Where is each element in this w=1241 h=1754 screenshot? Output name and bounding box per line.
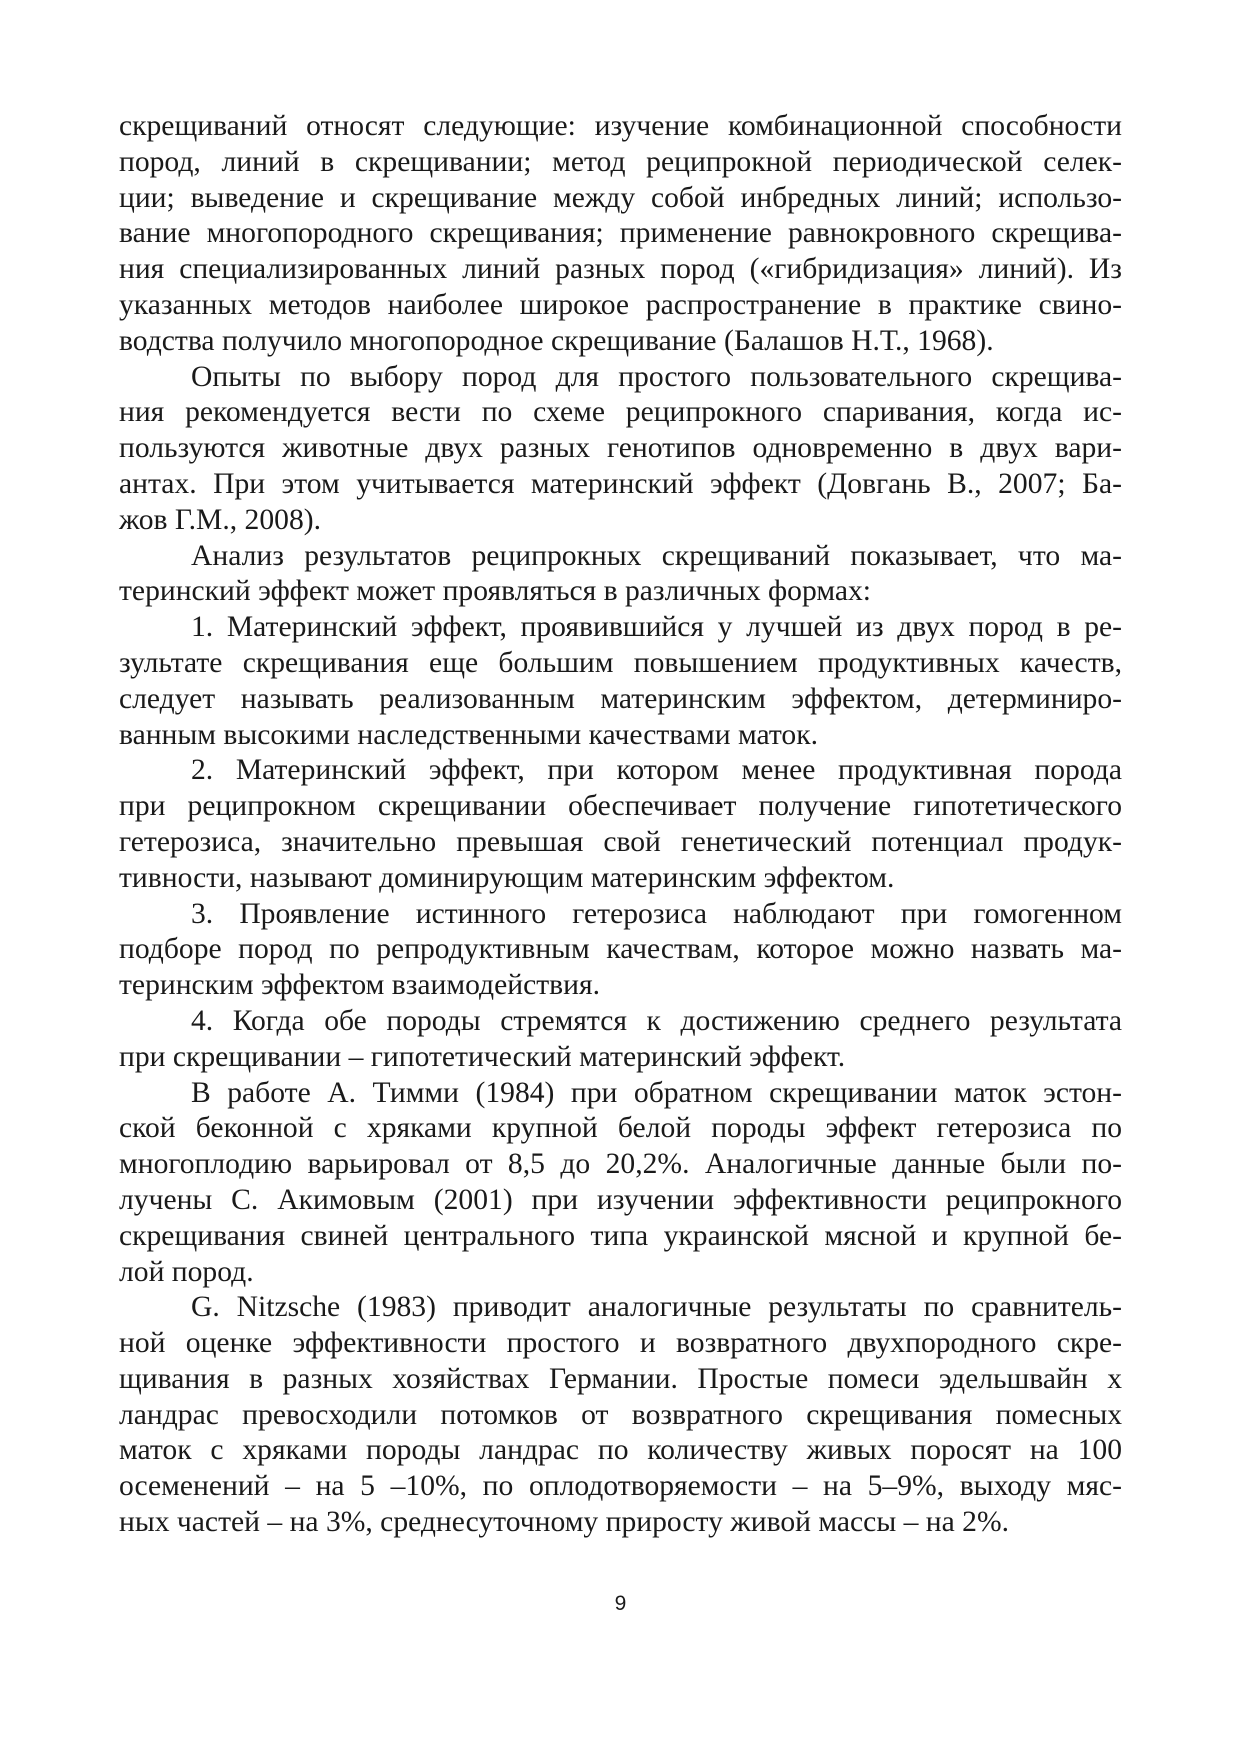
text-line: следует называть реализованным материнским эффектом, детерминиро- xyxy=(119,682,1122,715)
text-line: маток с хряками породы ландрас по количеству живых поросят на 100 xyxy=(119,1434,1122,1467)
text-line: гетерозиса, значительно превышая свой генетический потенциал продук- xyxy=(119,825,1122,858)
text-line: 1. Материнский эффект, проявившийся у лучшей из двух пород в ре- xyxy=(191,611,1122,644)
text-line: указанных методов наиболее широкое распространение в практике свино- xyxy=(119,288,1122,321)
text-line: ной оценке эффективности простого и возвратного двухпородного скре- xyxy=(119,1327,1122,1360)
text-line: теринский эффект может проявляться в различных формах: xyxy=(119,575,872,608)
text-line: при скрещивании – гипотетический материнский эффект. xyxy=(119,1040,846,1073)
text-line: ния рекомендуется вести по схеме реципрокного спаривания, когда ис- xyxy=(119,396,1122,429)
text-line: теринским эффектом взаимодействия. xyxy=(119,969,600,1002)
text-line: скрещивания свиней центрального типа украинской мясной и крупной бе- xyxy=(119,1219,1122,1252)
text-line: 3. Проявление истинного гетерозиса наблюдают при гомогенном xyxy=(191,897,1122,930)
text-line: ции; выведение и скрещивание между собой инбредных линий; использо- xyxy=(119,181,1122,214)
text-line: ных частей – на 3%, среднесуточному приросту живой массы – на 2%. xyxy=(119,1506,1010,1539)
text-line: водства получило многопородное скрещивание (Балашов Н.Т., 1968). xyxy=(119,324,994,357)
text-line: пород, линий в скрещивании; метод реципрокной периодической селек- xyxy=(119,145,1122,178)
text-line: жов Г.М., 2008). xyxy=(119,503,321,536)
text-line: ния специализированных линий разных пород («гибридизация» линий). Из xyxy=(119,253,1122,286)
text-line: ландрас превосходили потомков от возвратного скрещивания помесных xyxy=(119,1398,1122,1431)
text-line: щивания в разных хозяйствах Германии. Простые помеси эдельшвайн х xyxy=(119,1362,1122,1395)
text-line: Опыты по выбору пород для простого пользовательного скрещива- xyxy=(191,360,1122,393)
text-line: лой пород. xyxy=(119,1255,254,1288)
page-number: 9 xyxy=(614,1592,627,1615)
text-line: 2. Материнский эффект, при котором менее продуктивная порода xyxy=(191,754,1122,787)
text-line: Анализ результатов реципрокных скрещиваний показывает, что ма- xyxy=(191,539,1122,572)
text-line: лучены С. Акимовым (2001) при изучении эффективности реципрокного xyxy=(119,1183,1122,1216)
text-line: ской беконной с хряками крупной белой породы эффект гетерозиса по xyxy=(119,1112,1122,1145)
text-line: многоплодию варьировал от 8,5 до 20,2%. Аналогичные данные были по- xyxy=(119,1148,1122,1181)
text-line: скрещиваний относят следующие: изучение комбинационной способности xyxy=(119,110,1122,142)
text-line: осеменений – на 5 –10%, по оплодотворяемости – на 5–9%, выходу мяс- xyxy=(119,1470,1122,1503)
text-line: пользуются животные двух разных генотипов одновременно в двух вари- xyxy=(119,432,1122,465)
text-line: G. Nitzsche (1983) приводит аналогичные результаты по сравнитель- xyxy=(191,1291,1122,1324)
text-line: при реципрокном скрещивании обеспечивает получение гипотетического xyxy=(119,790,1122,823)
text-line: 4. Когда обе породы стремятся к достижению среднего результата xyxy=(191,1004,1122,1037)
body-text xyxy=(119,109,1122,1541)
text-line: ванным высокими наследственными качествами маток. xyxy=(119,718,818,751)
text-line: В работе А. Тимми (1984) при обратном скрещивании маток эстон- xyxy=(191,1076,1122,1109)
text-line: вание многопородного скрещивания; применение равнокровного скрещива- xyxy=(119,217,1122,250)
text-line: тивности, называют доминирующим материнским эффектом. xyxy=(119,861,895,894)
text-line: зультате скрещивания еще большим повышением продуктивных качеств, xyxy=(119,646,1122,679)
text-line: антах. При этом учитывается материнский эффект (Довгань В., 2007; Ба- xyxy=(119,467,1122,500)
text-line: подборе пород по репродуктивным качествам, которое можно назвать ма- xyxy=(119,933,1122,966)
